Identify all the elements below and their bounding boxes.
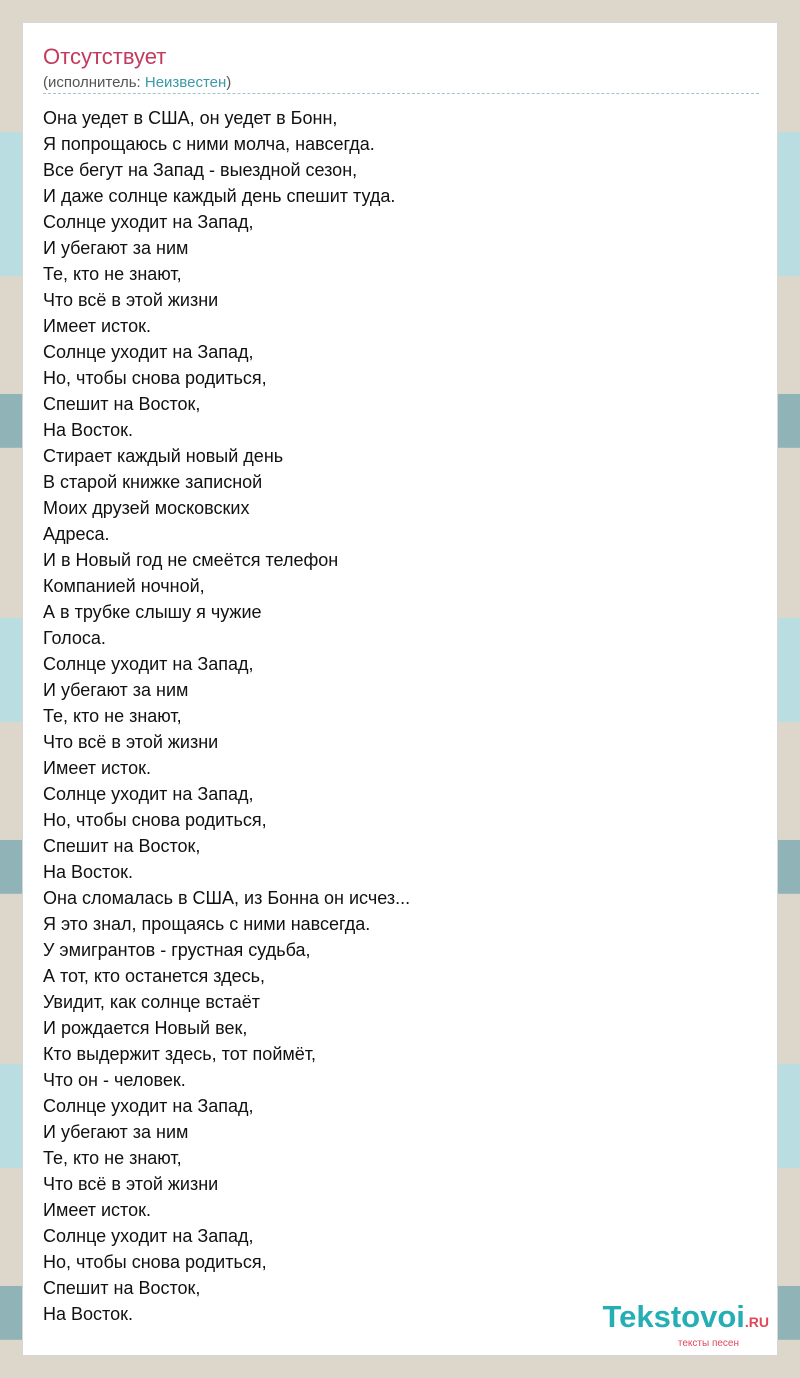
lyric-line: А тот, кто останется здесь,: [43, 966, 266, 986]
lyric-line: Спешит на Восток,: [43, 394, 201, 414]
lyric-line: Компанией ночной,: [43, 576, 205, 596]
lyric-line: И убегают за ним: [43, 680, 189, 700]
lyric-line: В старой книжке записной: [43, 472, 263, 492]
lyric-line: И даже солнце каждый день спешит туда.: [43, 186, 396, 206]
lyric-line: Солнце уходит на Запад,: [43, 342, 254, 362]
lyric-line: Я попрощаюсь с ними молча, навсегда.: [43, 134, 375, 154]
lyric-line: На Восток.: [43, 1304, 133, 1324]
lyric-line: И убегают за ним: [43, 238, 189, 258]
lyric-line: Те, кто не знают,: [43, 1148, 182, 1168]
lyric-line: Увидит, как солнце встаёт: [43, 992, 261, 1012]
lyric-line: На Восток.: [43, 420, 133, 440]
lyric-line: Стирает каждый новый день: [43, 446, 284, 466]
lyric-line: Спешит на Восток,: [43, 1278, 201, 1298]
lyric-line: Спешит на Восток,: [43, 836, 201, 856]
lyric-line: Что он - человек.: [43, 1070, 186, 1090]
lyric-line: Но, чтобы снова родиться,: [43, 368, 267, 388]
artist-line: [43, 73, 231, 93]
lyric-line: Солнце уходит на Запад,: [43, 1096, 254, 1116]
lyric-line: Она уедет в США, он уедет в Бонн,: [43, 108, 338, 128]
lyric-line: И рождается Новый век,: [43, 1018, 248, 1038]
lyric-line: Солнце уходит на Запад,: [43, 1226, 254, 1246]
lyric-line: Имеет исток.: [43, 758, 151, 778]
lyric-line: Что всё в этой жизни: [43, 1174, 219, 1194]
lyric-line: Все бегут на Запад - выездной сезон,: [43, 160, 358, 180]
lyric-line: И в Новый год не смеётся телефон: [43, 550, 339, 570]
lyrics-text: [43, 105, 759, 1327]
logo-tld: .RU: [744, 1314, 769, 1330]
lyric-line: Но, чтобы снова родиться,: [43, 810, 267, 830]
lyric-line: Что всё в этой жизни: [43, 732, 219, 752]
lyric-line: У эмигрантов - грустная судьба,: [43, 940, 311, 960]
lyric-line: Солнце уходит на Запад,: [43, 654, 254, 674]
lyrics-card: [22, 22, 778, 1356]
lyric-line: Кто выдержит здесь, тот поймёт,: [43, 1044, 317, 1064]
lyric-line: А в трубке слышу я чужие: [43, 602, 262, 622]
lyric-line: Что всё в этой жизни: [43, 290, 219, 310]
lyric-line: Имеет исток.: [43, 316, 151, 336]
lyric-line: Солнце уходит на Запад,: [43, 784, 254, 804]
artist-prefix: (исполнитель:: [43, 74, 145, 91]
lyric-line: Я это знал, прощаясь с ними навсегда.: [43, 914, 371, 934]
lyric-line: Моих друзей московских: [43, 498, 250, 518]
artist-suffix: ): [226, 74, 232, 91]
lyric-line: Те, кто не знают,: [43, 264, 182, 284]
site-logo: [602, 1301, 769, 1349]
artist-link[interactable]: Неизвестен: [144, 74, 227, 91]
lyric-line: Имеет исток.: [43, 1200, 151, 1220]
lyric-line: Она сломалась в США, из Бонна он исчез...: [43, 888, 411, 908]
lyric-line: На Восток.: [43, 862, 133, 882]
logo-tagline: тексты песен: [677, 1338, 739, 1349]
divider: [43, 93, 759, 94]
lyric-line: Но, чтобы снова родиться,: [43, 1252, 267, 1272]
lyric-line: Адреса.: [43, 524, 110, 544]
lyric-line: Те, кто не знают,: [43, 706, 182, 726]
lyric-line: И убегают за ним: [43, 1122, 189, 1142]
lyric-line: Солнце уходит на Запад,: [43, 212, 254, 232]
lyric-line: Голоса.: [43, 628, 106, 648]
song-title: Отсутствует: [43, 44, 167, 69]
logo-name: Tekstovoi: [602, 1299, 745, 1334]
